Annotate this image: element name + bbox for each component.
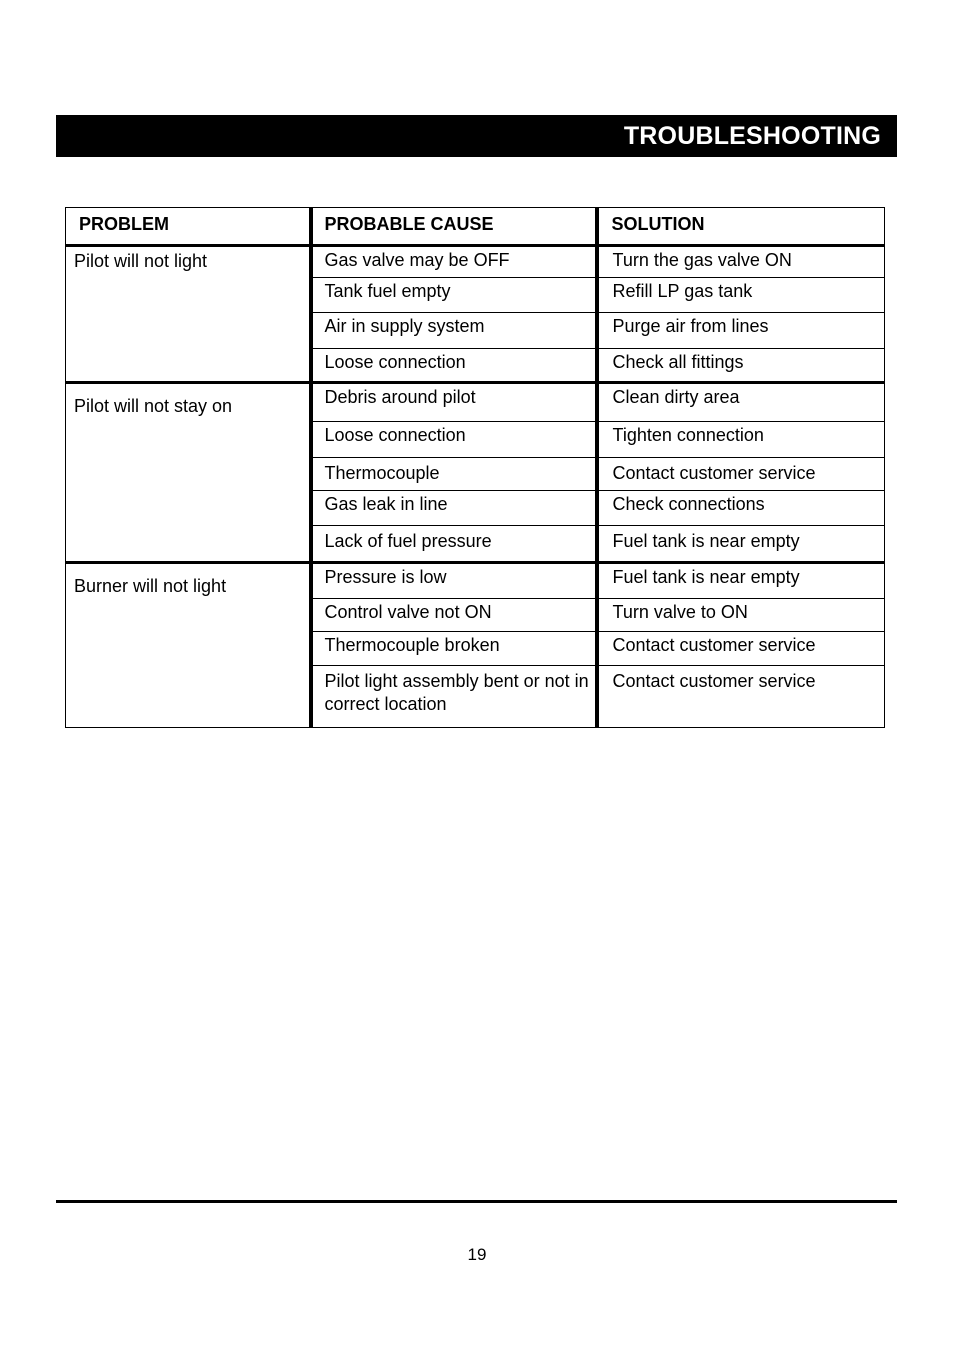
- cause-cell: Loose connection: [311, 349, 597, 383]
- cause-cell: Debris around pilot: [311, 383, 597, 422]
- solution-cell: Contact customer service: [597, 458, 885, 491]
- solution-cell: Fuel tank is near empty: [597, 563, 885, 599]
- solution-cell: Contact customer service: [597, 632, 885, 666]
- problem-cell: Pilot will not stay on: [66, 383, 311, 563]
- page-title: TROUBLESHOOTING: [623, 122, 881, 150]
- solution-cell: Contact customer service: [597, 666, 885, 728]
- cause-cell: Control valve not ON: [311, 599, 597, 632]
- solution-cell: Check connections: [597, 491, 885, 526]
- solution-cell: Check all fittings: [597, 349, 885, 383]
- cause-cell: Lack of fuel pressure: [311, 526, 597, 563]
- solution-cell: Refill LP gas tank: [597, 278, 885, 313]
- solution-cell: Turn the gas valve ON: [597, 246, 885, 278]
- solution-cell: Clean dirty area: [597, 383, 885, 422]
- cause-cell: Pressure is low: [311, 563, 597, 599]
- table-row: [66, 563, 885, 599]
- column-header-problem: PROBLEM: [66, 208, 311, 246]
- problem-cell: Pilot will not light: [66, 246, 311, 383]
- table-header-row: [66, 208, 885, 246]
- table-row: [66, 383, 885, 422]
- column-header-solution: SOLUTION: [597, 208, 885, 246]
- cause-cell: Air in supply system: [311, 313, 597, 349]
- column-header-probable-cause: PROBABLE CAUSE: [311, 208, 597, 246]
- cause-cell: Gas valve may be OFF: [311, 246, 597, 278]
- page-number: 19: [467, 1245, 487, 1264]
- solution-cell: Turn valve to ON: [597, 599, 885, 632]
- solution-cell: Fuel tank is near empty: [597, 526, 885, 563]
- cause-cell: Thermocouple: [311, 458, 597, 491]
- table-row: [66, 246, 885, 278]
- cause-cell: Tank fuel empty: [311, 278, 597, 313]
- solution-cell: Purge air from lines: [597, 313, 885, 349]
- cause-cell: Gas leak in line: [311, 491, 597, 526]
- cause-cell: Thermocouple broken: [311, 632, 597, 666]
- cause-cell: Pilot light assembly bent or not in correct location: [311, 666, 597, 728]
- solution-cell: Tighten connection: [597, 422, 885, 458]
- section-header-bar: [56, 115, 897, 157]
- footer-rule: [56, 1200, 897, 1203]
- cause-cell: Loose connection: [311, 422, 597, 458]
- troubleshooting-table: [65, 207, 885, 728]
- problem-cell: Burner will not light: [66, 563, 311, 728]
